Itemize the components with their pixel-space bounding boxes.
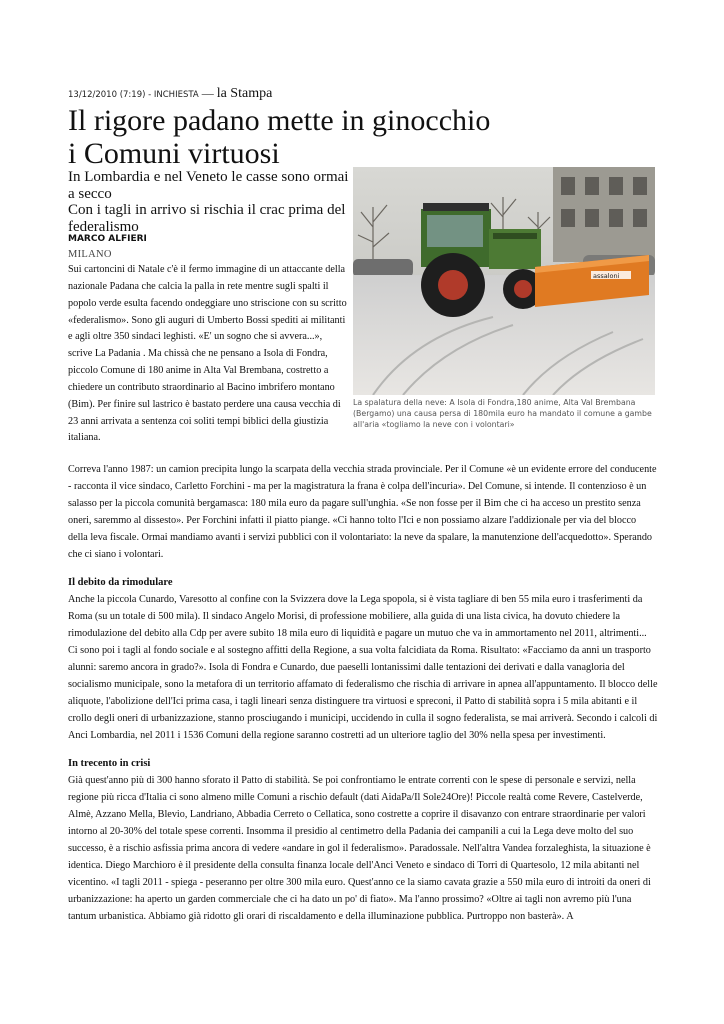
article-date: 13/12/2010 (7:19) - INCHIESTA [68,90,199,100]
article-subheadline [68,169,350,235]
article-photo [353,167,655,395]
lead-paragraph: Sui cartoncini di Natale c'è il fermo immagine di un attaccante della nazionale Padana che calcia la palla in rete mentre sugli spalti il popolo verde esulta facendo ondeggiare uno striscione con su scritto «federalismo». Sono gli auguri di Umberto Bossi spediti ai militanti e agli oltre 350 sindaci leghisti. «E' un sogno che si avvera...», scrive La Padania . Ma chissà che ne pensano a Isola di Fondra, piccolo Comune di 180 anime in Alta Val Brembana, costretto a chiedere un contributo straordinario al Bacino imbrifero montano (Bim). Per finire sul lastrico è bastato perdere una causa vecchia di 23 anni arrivata a sentenza coi soliti tempi biblici della giustizia italiana. [68,264,347,444]
subhead-2: Con i tagli in arrivo si rischia il crac prima del federalismo [68,202,346,235]
headline-line-1: Il rigore padano mette in ginocchio [68,104,491,137]
article-headline [68,104,668,170]
section-heading-debito: Il debito da rimodulare [68,577,173,588]
headline-line-2: i Comuni virtuosi [68,137,280,170]
photo-caption: La spalatura della neve: A Isola di Fondra,180 anime, Alta Val Brembana (Bergamo) una causa persa di 180mila euro ha mandato il comune a gambe all'aria «togliamo la neve con i volontari» [353,398,652,429]
article-author: MARCO ALFIERI [68,234,147,244]
article-body [68,461,658,925]
plow-brand: assaloni [593,272,620,280]
body-paragraph-2: Anche la piccola Cunardo, Varesotto al confine con la Svizzera dove la Lega spopola, si è vista tagliare di ben 55 mila euro i trasferimenti da Roma (su un totale di 500 mila). Il sindaco Angelo Morisi, di professione mobiliere, alla guida di una lista civica, ha dovuto chiedere la rimodulazione del debito alla Cdp per avere subito 18 mila euro di liquidità e pagare un mutuo che va in ammortamento nel 2011, altrimenti... [68,594,647,639]
section-heading-trecento: In trecento in crisi [68,758,151,769]
body-paragraph-3: Ci sono poi i tagli al fondo sociale e al sostegno affitti della Regione, a sua volta falcidiata da Roma. Risultato: «Facciamo da anni un trasporto alunni: saremo ancora in grado?». Isola di Fondra e Cunardo, due paeselli lontanissimi dalle tentazioni dei derivati e dalla vanagloria del socialismo municipale, sono la metafora di un territorio affamato di federalismo che rischia di arrivare in apnea all'appuntamento. Il blocco delle aliquote, l'abolizione dell'Ici prima casa, i tagli lineari senza distinguere tra virtuosi e spreconi, il Patto di stabilità sopra i 5 mila abitanti e il crollo degli oneri di urbanizzazione, stanno prosciugando i municipi, uccidendo in culla il sogno federalista, se mai arriverà. Secondo i calcoli di Anci Lombardia, nel 2011 i 1536 Comuni della regione saranno costretti ad un ulteriore taglio del 30% nella spesa per investimenti. [68,645,658,741]
body-paragraph-1: Correva l'anno 1987: un camion precipita lungo la scarpata della vecchia strada provinciale. Per il Comune «è un evidente errore del conducente - racconta il vice sindaco, Carletto Forchini - ma per la magistratura la frana è colpa dell'incuria». Del Comune, si intende. Il contenzioso è un salasso per la piccola comunità bergamasca: 180 mila euro da pagare sull'unghia. «Se non fosse per il Bim che ci ha acceso un prestito senza oneri, saremmo al dissesto». Per Forchini infatti il piatto piange. «Ci hanno tolto l'Ici e non possiamo alzare l'addizionale per via del blocco della leva fiscale. Ormai mandiamo avanti i servizi pubblici con il volontariato: la neve da spalare, la manutenzione dell'acquedotto». Sperando che ci siano i volontari. [68,464,657,560]
article-meta [68,86,272,102]
source-name: la Stampa [216,86,273,101]
article-dateline: MILANO [68,249,112,260]
meta-separator: — [201,86,214,100]
body-paragraph-4: Già quest'anno più di 300 hanno sforato il Patto di stabilità. Se poi confrontiamo le entrate correnti con le spese di personale e servizi, nella regione più ricca d'Italia ci sono almeno mille Comuni a rischio default (dati AidaPa/Il Sole24Ore)! Piccole realtà come Revere, Castelverde, Almè, Azzano Mella, Blevio, Landriano, Abbadia Cerreto o Cellatica, sono costrette a coprire il disavanzo con entrare straordinarie per valori intorno al 20-30% del totale spese correnti. Insomma il presidio al centimetro della Padania dei campanili a cui la Lega deve molto del suo successo, è a rischio asfissia prima ancora di vedere «andare in gol il federalismo». Paradossale. Nell'altra Vandea forzaleghista, la situazione è identica. Diego Marchioro è il presidente della consulta finanza locale dell'Anci Veneto e sindaco di Torri di Quartesolo, 12 mila abitanti nel vicentino. «I tagli 2011 - spiega - peseranno per oltre 300 mila euro. Quest'anno ce la siamo cavata grazie a 550 mila euro di introiti da oneri di urbanizzazione: ha aperto un garden commerciale che ci ha dato un po' di fiato». Ma l'anno prossimo? «Oltre ai tagli non avremo più l'una tantum urbanistica. Abbiamo già ridotto gli orari di riscaldamento e della illuminazione pubblica. Purtroppo non basterà». A [68,775,651,922]
subhead-1: In Lombardia e nel Veneto le casse sono ormai a secco [68,169,349,202]
